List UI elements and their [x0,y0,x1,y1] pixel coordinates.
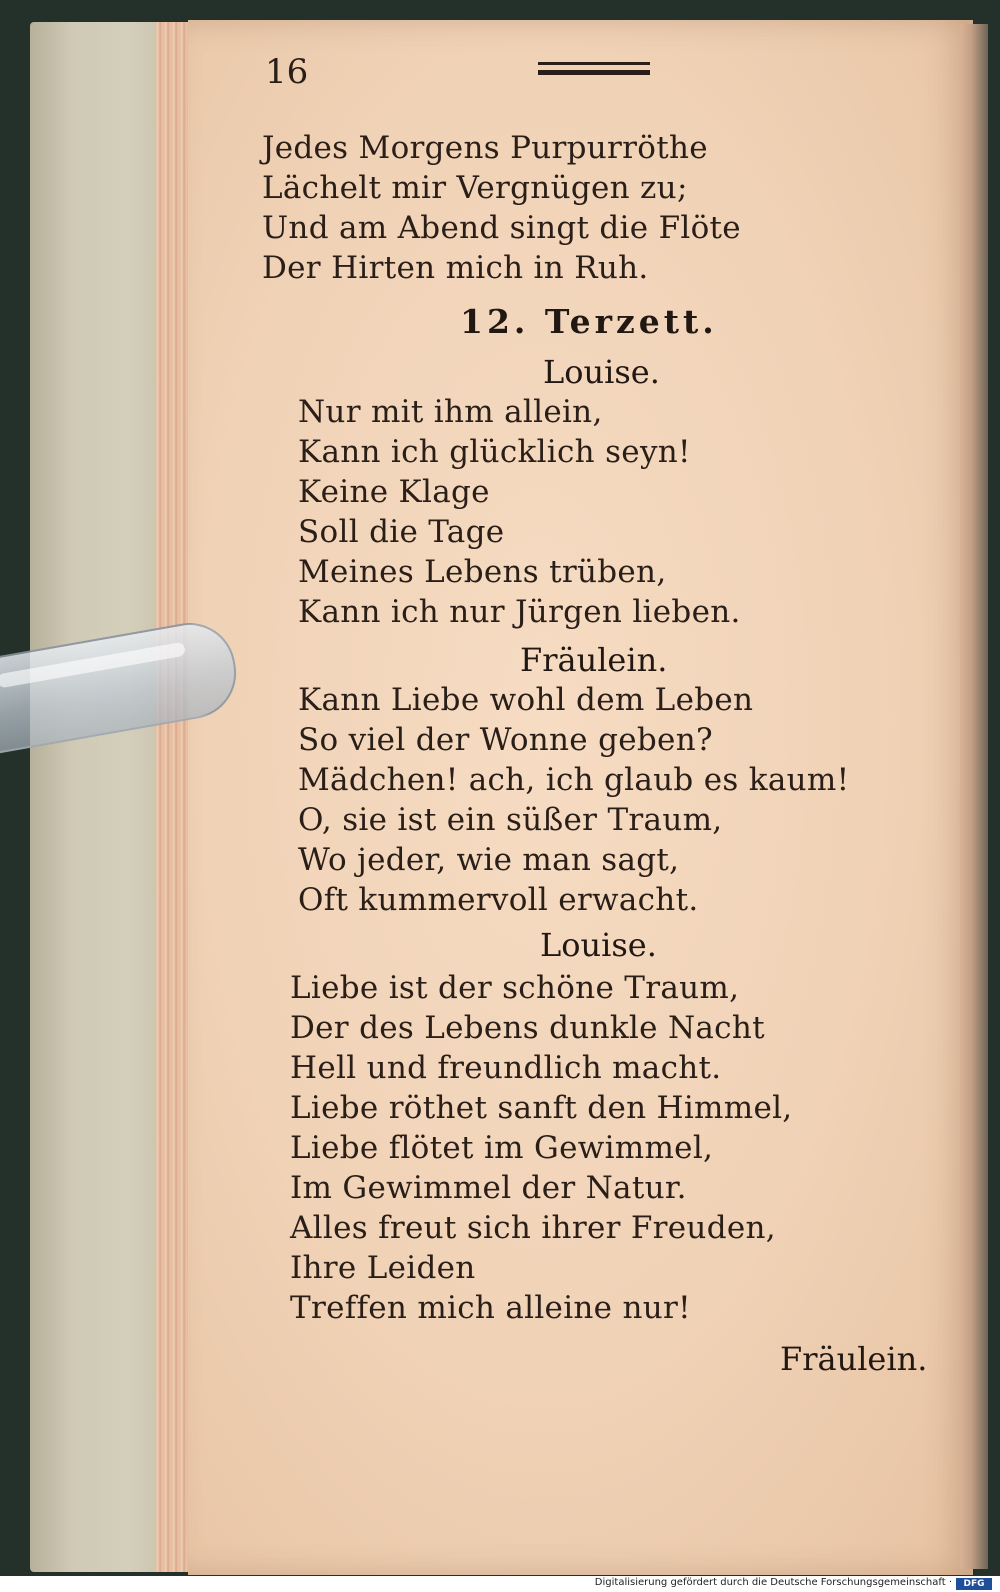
verse-line: Kann ich nur Jürgen lieben. [298,594,741,630]
verse-line: Der des Lebens dunkle Nacht [290,1010,765,1046]
speaker-name: Louise. [540,926,657,964]
verse-line: So viel der Wonne geben? [298,722,713,758]
book-cover-left [30,22,170,1572]
verse-line: Alles freut sich ihrer Freuden, [290,1210,776,1246]
verse-line: Im Gewimmel der Natur. [290,1170,687,1206]
funding-credit: Digitalisierung gefördert durch die Deutsche Forschungsgemeinschaft · [594,1577,952,1588]
verse-line: Und am Abend singt die Flöte [262,210,741,246]
verse-line: Lächelt mir Vergnügen zu; [262,170,688,206]
header-rule [538,62,650,80]
page-number: 16 [265,52,309,92]
speaker-name: Fräulein. [520,641,668,679]
speaker-name: Louise. [543,353,660,391]
verse-line: Liebe flötet im Gewimmel, [290,1130,714,1166]
verse-line: Liebe ist der schöne Traum, [290,970,740,1006]
verse-line: Ihre Leiden [290,1250,476,1286]
verse-line: Oft kummervoll erwacht. [298,882,699,918]
verse-line: Kann ich glücklich seyn! [298,434,691,470]
verse-line: Hell und freundlich macht. [290,1050,722,1086]
verse-line: Kann Liebe wohl dem Leben [298,682,754,718]
verse-line: Soll die Tage [298,514,505,550]
verse-line: Der Hirten mich in Ruh. [262,250,649,286]
verse-line: Keine Klage [298,474,490,510]
page-right-edge [960,24,988,1569]
verse-line: Liebe röthet sanft den Himmel, [290,1090,793,1126]
verse-line: O, sie ist ein süßer Traum, [298,802,723,838]
verse-line: Wo jeder, wie man sagt, [298,842,680,878]
verse-line: Treffen mich alleine nur! [290,1290,691,1326]
verse-line: Jedes Morgens Purpurröthe [262,130,708,166]
section-heading: 12. Terzett. [460,302,718,341]
catchword: Fräulein. [780,1340,928,1378]
verse-line: Meines Lebens trüben, [298,554,667,590]
verse-line: Nur mit ihm allein, [298,394,603,430]
verse-line: Mädchen! ach, ich glaub es kaum! [298,762,850,798]
dfg-logo: DFG [956,1578,992,1590]
